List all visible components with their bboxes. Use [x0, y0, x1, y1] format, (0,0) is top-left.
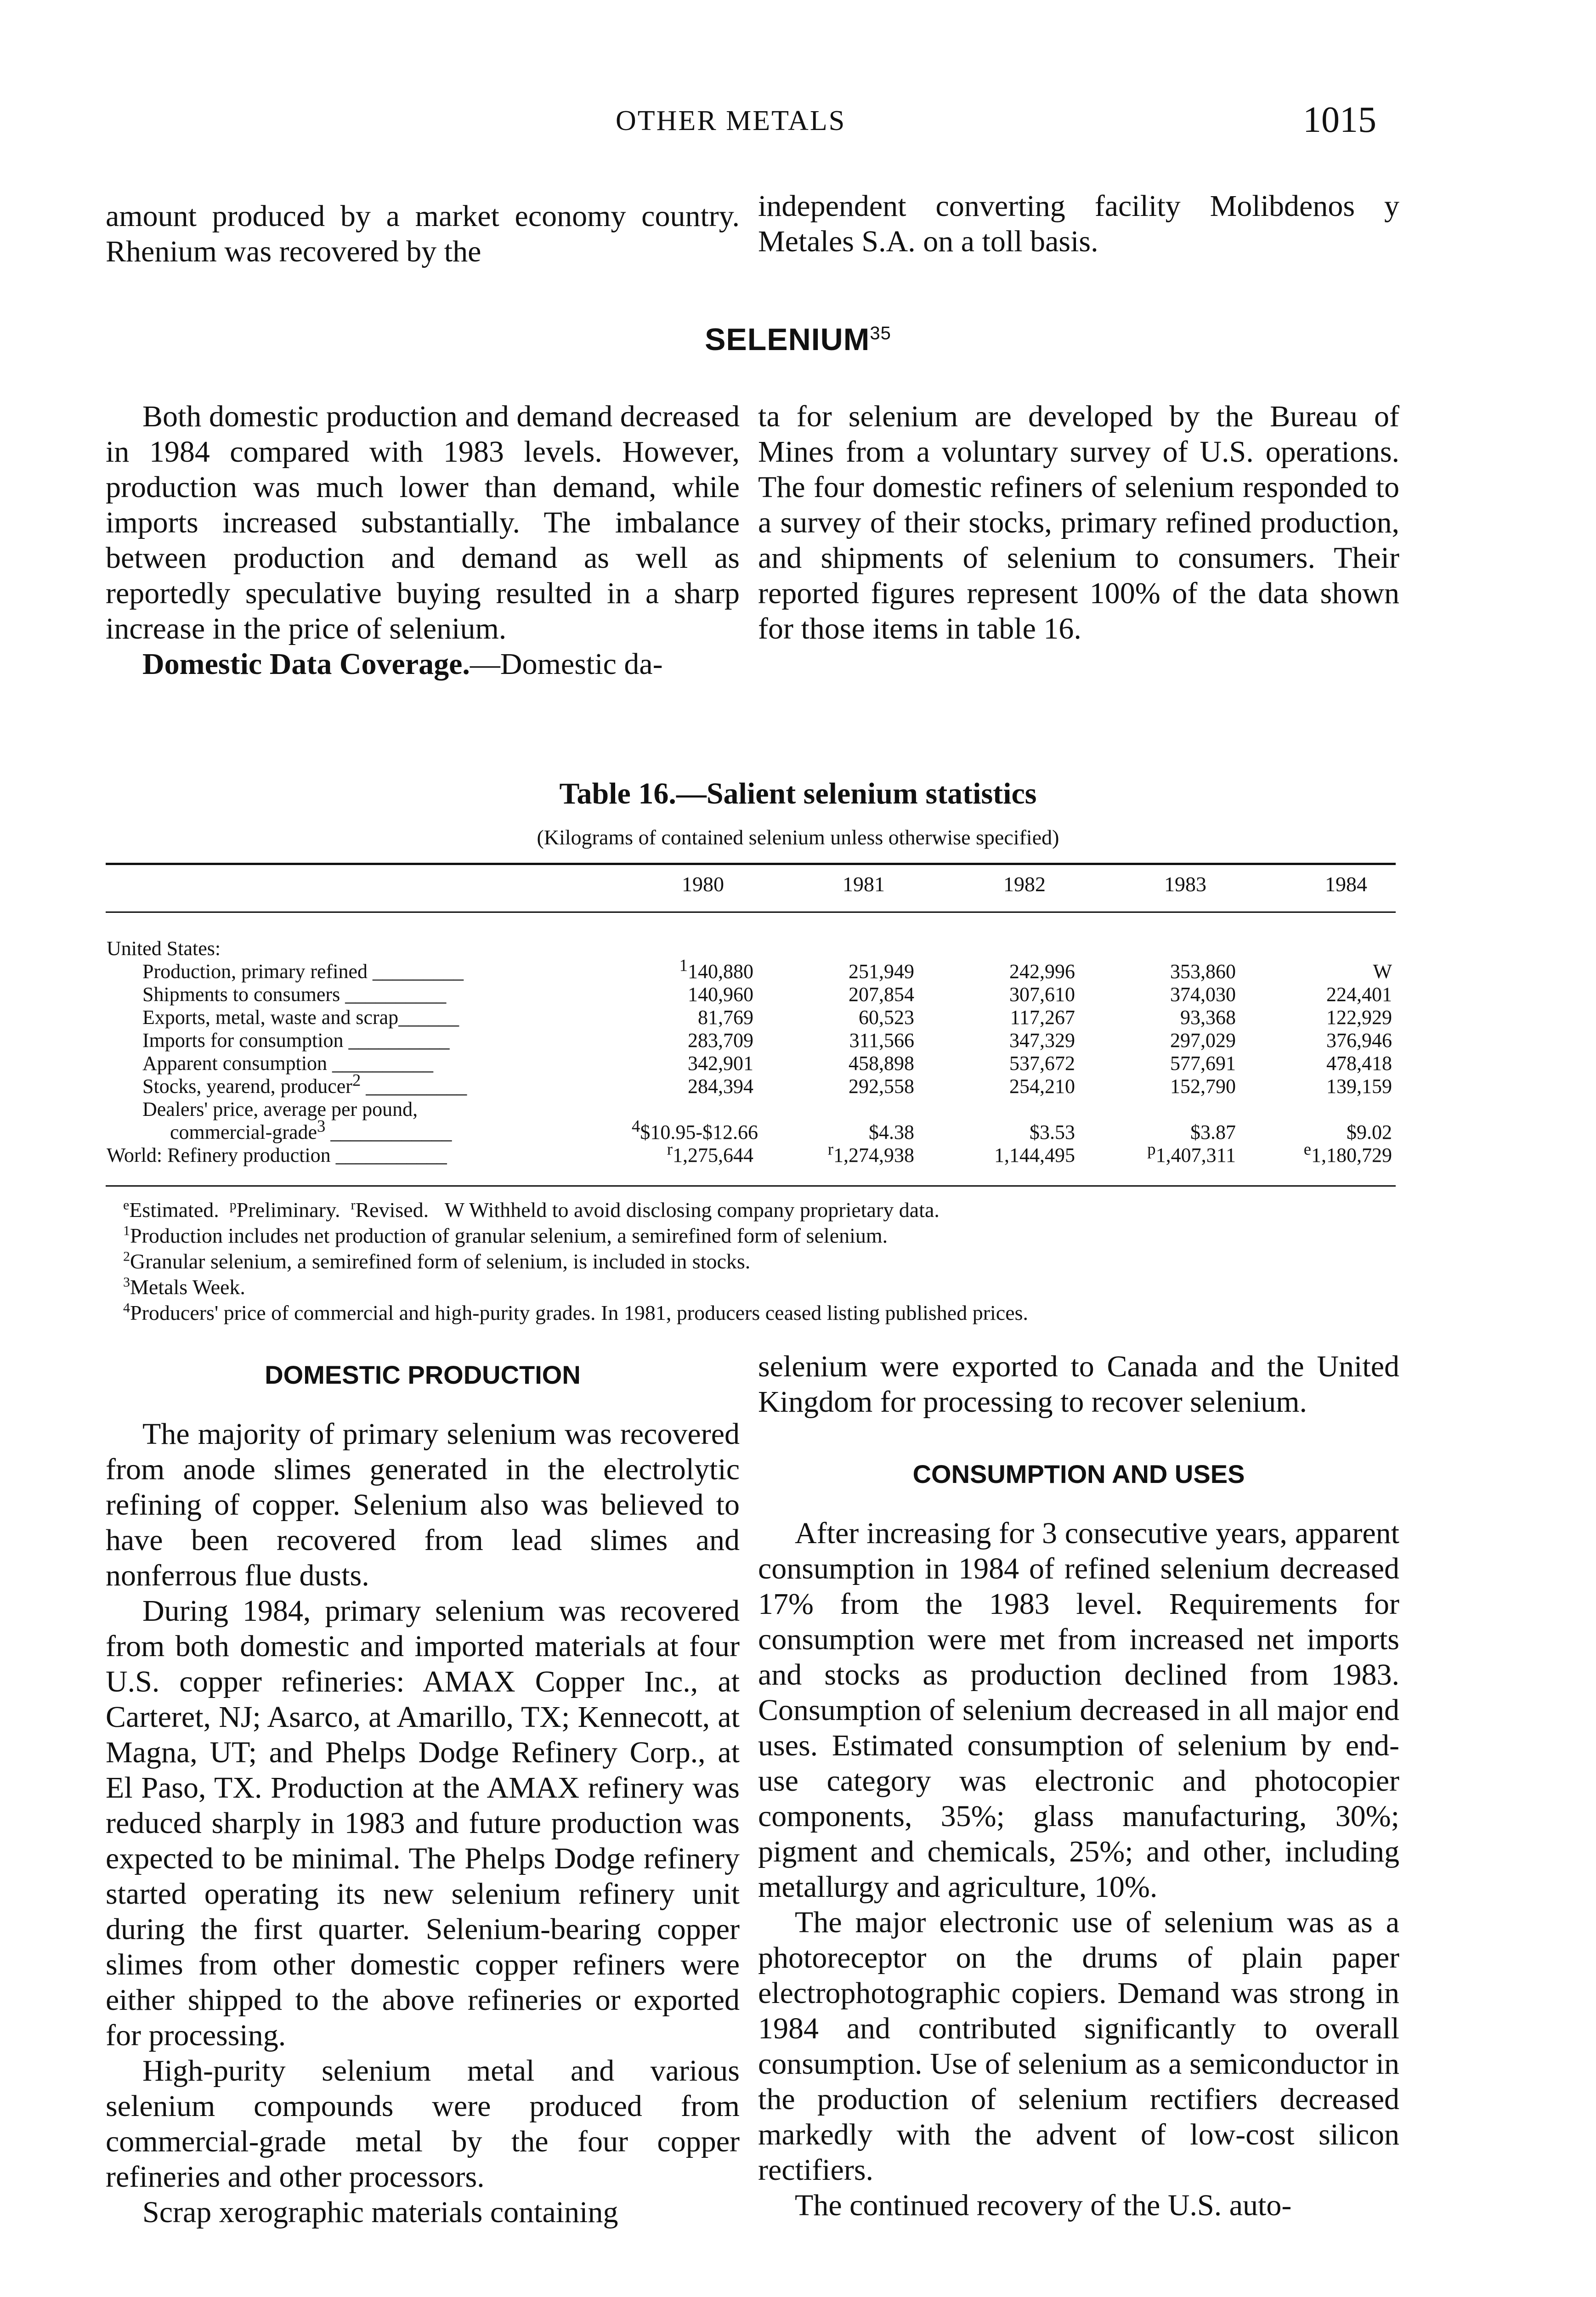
table-cell: 376,946: [1326, 1029, 1392, 1052]
coverage-paragraph-continued: ta for selenium are developed by the Bureau of Mines from a voluntary survey of U.S. operations. The four domestic refiners of selenium responded to a survey of their stocks, primary refined production, and shipments of selenium to consumers. Their reported figures represent 100% of the data shown for those items in table 16.: [758, 400, 1399, 645]
domestic-production-p4-continued: selenium were exported to Canada and the United Kingdom for processing to recover selenium.: [758, 1350, 1399, 1419]
table-cell: 224,401: [1326, 983, 1392, 1006]
table-header-rule: [106, 911, 1396, 913]
table-cell: $4.38: [869, 1121, 914, 1143]
table-cell: $^p$1,407,311: [1147, 1139, 1236, 1166]
running-header: [0, 100, 1596, 146]
table-cell: $^4$\$10.95-$12.66: [632, 1116, 758, 1143]
domestic-production-p4: Scrap xerographic materials containing: [142, 2195, 618, 2229]
table-cell: 311,566: [849, 1029, 914, 1052]
year-header-1980: 1980: [682, 872, 724, 896]
row-label-exports: Exports, metal, waste and scrap______: [142, 1006, 459, 1029]
table-cell: $3.53: [1030, 1121, 1075, 1143]
table-cell: 537,672: [1009, 1052, 1075, 1075]
row-label-commercial-grade: commercial-grade$^3$ ____________: [170, 1116, 452, 1143]
row-label-production: Production, primary refined _________: [142, 960, 464, 983]
group-label-united-states: United States:: [107, 937, 221, 960]
section-title-text: SELENIUM: [705, 322, 870, 357]
continued-paragraph-right: independent converting facility Molibdenos y Metales S.A. on a toll basis.: [758, 189, 1399, 258]
year-header-1983: 1983: [1164, 872, 1206, 896]
coverage-paragraph-start: Domestic Data Coverage.—Domestic da-: [142, 647, 663, 681]
table-footnote-3: $^3$Metals Week.: [123, 1274, 245, 1299]
consumption-column: [758, 1349, 1399, 2223]
table-top-rule: [106, 863, 1396, 865]
table-cell: 478,418: [1326, 1052, 1392, 1075]
table-cell: 251,949: [849, 960, 914, 983]
table-cell: 93,368: [1180, 1006, 1236, 1029]
row-label-imports: Imports for consumption __________: [142, 1029, 450, 1052]
section-title: [0, 322, 1596, 357]
table-cell: 139,159: [1326, 1075, 1392, 1098]
continued-paragraph-left: amount produced by a market economy country. Rhenium was recovered by the: [106, 199, 740, 268]
table-cell: 307,610: [1009, 983, 1075, 1006]
table-cell: 152,790: [1170, 1075, 1236, 1098]
table-subcaption: (Kilograms of contained selenium unless otherwise specified): [537, 826, 1059, 849]
table-cell: 242,996: [1009, 960, 1075, 983]
domestic-production-p1: The majority of primary selenium was recovered from anode slimes generated in the electrolytic refining of copper. Selenium also was believed to have been recovered from lead slimes and nonferrous flue dusts.: [106, 1417, 740, 1592]
table-footnote-4: $^4$Producers' price of commercial and high-purity grades. In 1981, producers ceased listing published prices.: [123, 1300, 1029, 1324]
table-cell: $^r$1,274,938: [827, 1139, 914, 1166]
consumption-p2: The major electronic use of selenium was as a photoreceptor on the drums of plain paper electrophotographic copiers. Demand was strong in 1984 and contributed significantly to overall consumption. Use of selenium as a semiconductor in the production of selenium rectifiers decreased markedly with the advent of low-cost silicon rectifiers.: [758, 1906, 1399, 2187]
row-label-apparent-consumption: Apparent consumption __________: [142, 1052, 434, 1075]
table-cell: 140,960: [688, 983, 753, 1006]
row-label-stocks: Stocks, yearend, producer$^2$ __________: [142, 1070, 467, 1098]
table-cell: 292,558: [849, 1075, 914, 1098]
table-cell: 207,854: [849, 983, 914, 1006]
consumption-title: CONSUMPTION AND USES: [912, 1460, 1245, 1488]
table-footnote-1: $^1$Production includes net production of granular selenium, a semirefined form of selenium.: [123, 1223, 888, 1247]
page-number: 1015: [1303, 100, 1376, 140]
table-cell: 1,144,495: [994, 1144, 1075, 1166]
table-cell: $^r$1,275,644: [667, 1139, 753, 1166]
running-title: OTHER METALS: [616, 105, 846, 136]
domestic-production-p2: During 1984, primary selenium was recovered from both domestic and imported materials at four U.S. copper refineries: AMAX Copper Inc., at Carteret, NJ; Asarco, at Amarillo, TX; Kennecott, at Magna, UT; and Phelps Dodge Refinery Corp., at El Paso, TX. Production at the AMAX refinery was reduced sharply in 1983 and future production was expected to be minimal. The Phelps Dodge refinery started operating its new selenium refinery unit during the first quarter. Selenium-bearing copper slimes from other domestic copper refiners were either shipped to the above refineries or exported for processing.: [106, 1594, 740, 2052]
year-header-1982: 1982: [1003, 872, 1046, 896]
table-cell: 458,898: [849, 1052, 914, 1075]
table-cell: $9.02: [1347, 1121, 1392, 1143]
row-label-world: World: Refinery production ___________: [107, 1144, 447, 1166]
table-cell: $^1$140,880: [679, 956, 753, 983]
domestic-production-p3: High-purity selenium metal and various selenium compounds were produced from commercial-grade metal by the four copper refineries and other processors.: [106, 2054, 740, 2194]
intro-column-left: [106, 399, 740, 682]
table-footnote-2: $^2$Granular selenium, a semirefined form of selenium, is included in stocks.: [123, 1249, 751, 1273]
table-cell: 347,329: [1009, 1029, 1075, 1052]
domestic-production-column: [106, 1360, 740, 2230]
row-label-shipments: Shipments to consumers __________: [142, 983, 447, 1006]
table-bottom-rule: [106, 1185, 1396, 1187]
table-footnote-legend: $^e$Estimated. $^p$Preliminary. $^r$Revised. W Withheld to avoid disclosing company proprietary data.: [123, 1197, 939, 1222]
table-cell: 577,691: [1170, 1052, 1236, 1075]
year-header-1984: 1984: [1325, 872, 1367, 896]
table-cell: 342,901: [688, 1052, 753, 1075]
table-cell: W: [1373, 960, 1392, 983]
table-cell: 284,394: [688, 1075, 753, 1098]
domestic-production-title: DOMESTIC PRODUCTION: [265, 1360, 581, 1389]
consumption-p1: After increasing for 3 consecutive years, apparent consumption in 1984 of refined selenium decreased 17% from the 1983 level. Requirements for consumption were met from increased net imports and stocks as production declined from 1983. Consumption of selenium decreased in all major end uses. Estimated consumption of selenium by end-use category was electronic and photocopier components, 35%; glass manufacturing, 30%; pigment and chemicals, 25%; and other, including metallurgy and agriculture, 10%.: [758, 1516, 1399, 1904]
table-caption: Table 16.—Salient selenium statistics: [559, 777, 1037, 810]
table-cell: 81,769: [698, 1006, 753, 1029]
table-cell: 122,929: [1326, 1006, 1392, 1029]
table-cell: 283,709: [688, 1029, 753, 1052]
table-cell: 60,523: [859, 1006, 914, 1029]
table-cell: 254,210: [1009, 1075, 1075, 1098]
coverage-heading: Domestic Data Coverage.: [142, 647, 470, 681]
table-cell: $3.87: [1190, 1121, 1236, 1143]
intro-paragraph: Both domestic production and demand decreased in 1984 compared with 1983 levels. However, production was much lower than demand, while imports increased substantially. The imbalance between production and demand as well as reportedly speculative buying resulted in a sharp increase in the price of selenium.: [106, 400, 740, 645]
table-cell: $^e$1,180,729: [1303, 1139, 1392, 1166]
consumption-p3: The continued recovery of the U.S. auto-: [795, 2189, 1292, 2222]
table-cell: 297,029: [1170, 1029, 1236, 1052]
section-footnote-ref: 35: [870, 323, 891, 344]
table-cell: 117,267: [1010, 1006, 1075, 1029]
year-header-1981: 1981: [843, 872, 885, 896]
table-cell: 353,860: [1170, 960, 1236, 983]
table-cell: 374,030: [1170, 983, 1236, 1006]
intro-column-right: [758, 399, 1399, 646]
row-label-dealers-price: Dealers' price, average per pound,: [142, 1098, 418, 1120]
